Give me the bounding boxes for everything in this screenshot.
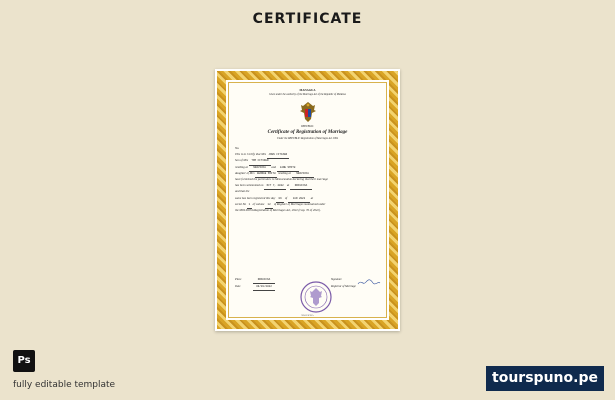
certificate-body: [228, 82, 387, 318]
certificate-subtitle: Under the REPUBLIC Registration of Marriages Act 2004: [277, 137, 338, 140]
footer-caption: fully editable template: [13, 380, 116, 390]
signature-label: Signature: [331, 278, 342, 281]
groom-father-field[interactable]: TOM CITIZEN: [249, 158, 271, 165]
registered-line: same has been registered this day 09 of JAN 2022 at: [235, 195, 382, 201]
place-row: Place NRAVICKA Signature: [235, 276, 382, 283]
bride-father-line: daughter of Mrs GEORGE SMITH residing at NRAVICKA: [235, 170, 382, 176]
groom-father-line: Son of Mrs TOM CITIZEN: [235, 157, 382, 163]
photoshop-icon: Ps: [13, 350, 35, 372]
certificate-title: Certificate of Registration of Marriage: [267, 130, 348, 135]
brand-logo[interactable]: tourspuno.pe: [486, 366, 604, 391]
law-reference: Given under the authority of the Marriage Act of the Republic of Moldova: [269, 93, 346, 96]
groom-name-field[interactable]: JOHN CITIZEN: [267, 152, 289, 159]
act-line: the MOLDOVA Registration of Marriages Act, 2022 (Cap. 76 of 2022).: [235, 207, 321, 212]
date-row: Date 09/01/2022 Registrar of Marriage: [235, 283, 382, 290]
bride-residence-field[interactable]: NRAVICKA: [292, 171, 314, 178]
official-seal-icon: [300, 281, 332, 313]
solemnized-date-field[interactable]: OCT 7, 2022: [264, 183, 286, 190]
solemnized-line: has been solemnized on OCT 7, 2022 at NRAVICKA: [235, 182, 382, 188]
serial-line: serial No 1 of volume 12 of Register of Marriages maintained under: [235, 201, 382, 207]
registered-day-field[interactable]: 09: [276, 196, 284, 203]
certificate-document: [215, 69, 400, 331]
groom-line: This is to Certify that Mrs JOHN CITIZEN: [235, 151, 382, 157]
date-field[interactable]: 09/01/2022: [253, 283, 275, 291]
bride-father-field[interactable]: GEORGE SMITH: [255, 171, 277, 178]
registered-month-field[interactable]: JAN 2022: [288, 196, 310, 203]
volume-number-field[interactable]: 12: [265, 202, 273, 209]
place-field[interactable]: NRAVICKA: [253, 276, 275, 284]
certificate-fields: [235, 145, 382, 213]
declaration-line: have furnished the particulars to Memorandum declaring that their marriage: [235, 176, 328, 181]
country-subheader: REPUBLIC: [301, 125, 314, 128]
seal-caption: NRAVICKA: [301, 314, 314, 317]
country-header: MANAGUA: [299, 88, 316, 92]
groom-residence-field[interactable]: NRAVICKA: [249, 165, 271, 172]
and-that-line: and that the: [235, 189, 250, 194]
no-line: No.: [235, 146, 240, 150]
coat-of-arms-icon: [298, 101, 318, 123]
signature-icon: [357, 278, 381, 286]
page-title: CERTIFICATE: [252, 11, 363, 27]
bride-name-field[interactable]: JANE SMITH: [277, 165, 299, 172]
residence-line: residing at NRAVICKA and JANE SMITH: [235, 164, 382, 170]
registrar-label: Registrar of Marriage: [331, 285, 356, 288]
solemnized-place-field[interactable]: NRAVICKA: [290, 183, 312, 190]
serial-number-field[interactable]: 1: [247, 202, 252, 209]
